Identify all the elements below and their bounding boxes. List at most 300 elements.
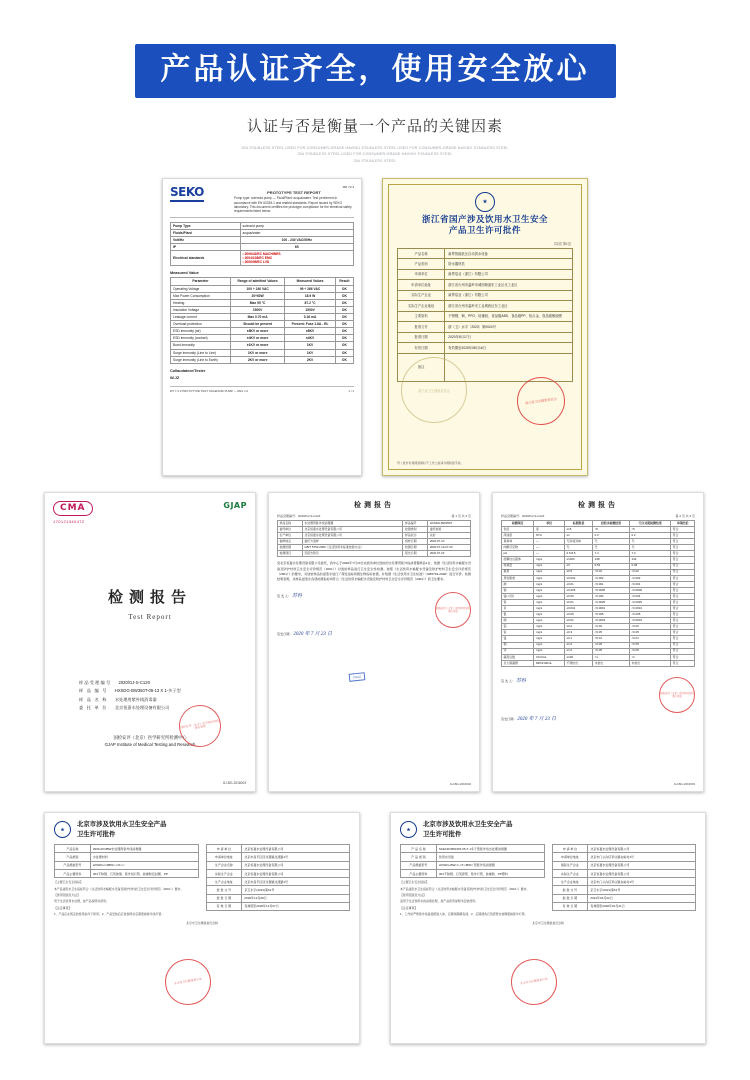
signer-block xyxy=(501,677,526,713)
cell-value: 北京恒嘉水处理设备有限公司 xyxy=(242,861,350,869)
beijing-product-table-2 xyxy=(400,844,545,878)
signer-value: 苏科 xyxy=(515,678,526,684)
cell: <0.005 xyxy=(593,612,630,618)
report-page-no: 第 2 页 共 2 页 xyxy=(675,514,695,518)
cell: 氨氮 xyxy=(502,569,534,575)
table-row xyxy=(171,306,354,313)
cell: <0.004 xyxy=(593,593,630,599)
date-block xyxy=(277,630,332,637)
cell: ±4KV xyxy=(285,335,335,342)
cell: Max Power Consumption xyxy=(171,292,231,299)
note-title-2: 【使用范围及方法】 xyxy=(54,892,81,897)
cell: OK xyxy=(335,342,353,349)
report-form-code: GJ-BG-2016002 xyxy=(449,782,471,786)
cell: 水处理用紫外线消毒器 xyxy=(302,521,403,527)
cma-mark: CMA xyxy=(53,501,93,516)
table-row xyxy=(398,301,573,311)
cell: Present: Fuse 1.6A - RL xyxy=(285,321,335,328)
cell-key: 生产企业地址 xyxy=(206,878,242,886)
cell: 1KV or more xyxy=(230,349,284,356)
cell: <0.01 xyxy=(593,636,630,642)
cell-value: 有效期至2026年04月21日 xyxy=(588,902,696,910)
title-line-1: 北京市涉及饮用水卫生安全产品 xyxy=(77,821,167,828)
cma-subtitle: Test Report xyxy=(128,613,172,621)
cell: ≤15 xyxy=(565,527,593,533)
report-title: 检测报告 xyxy=(578,502,618,509)
cell: 132 xyxy=(629,557,670,563)
seko-page-number: 1 / 1 xyxy=(348,388,354,393)
stamp-text: 北京市卫生健康委员会 xyxy=(519,976,548,986)
cell: 汞 xyxy=(502,606,534,612)
table-row xyxy=(398,280,573,290)
micro-text-line-2: 304 STAINLESS STEEL USED FOR CONSUMER-GRADE HAVING STAINLESS STEEL xyxy=(297,152,453,157)
cma-report-cover-card xyxy=(44,492,256,792)
cell: Burst immunity xyxy=(171,342,231,349)
cell-value: 北京市昌平区回龙观镇北清路1号 xyxy=(242,853,350,861)
cell: 87.2 °C xyxy=(285,299,335,306)
cell: 委托检验 xyxy=(428,527,471,533)
zhejiang-note: 带丨批件有效期到期时不工作之前请办理续展手续。 xyxy=(397,461,464,465)
cell: 0.3 xyxy=(593,533,630,539)
cell: 无 xyxy=(593,539,630,545)
standards-label: Electrical standards xyxy=(171,251,241,266)
note-title-2: 【使用范围及方法】 xyxy=(400,892,427,897)
table-row xyxy=(398,290,573,300)
cell: 检测类别 xyxy=(403,527,428,533)
cell: mg/L xyxy=(534,563,565,569)
cell-value: 不锈钢、铜、PPO、硅橡胶、食品级ABS、食品级PP、铝合金、食品级橡胶圈 xyxy=(445,311,573,321)
cell: Operating Voltage xyxy=(171,285,231,292)
table-row xyxy=(552,902,696,910)
cell-key: 产品主要原料 xyxy=(401,869,437,877)
field-value: HXSDG-BW350T-05-13 X 1-多子型 xyxy=(114,688,181,694)
cell: 99 ÷ 266 VAC xyxy=(285,285,335,292)
cell: ≤0.01 xyxy=(565,581,593,587)
note-body-2: 适用于生活饮用水的消毒处理，按产品使用说明书安装使用。 xyxy=(400,899,479,904)
cell: 2020.07.13-07.20 xyxy=(428,545,471,551)
cell: <0.0025 xyxy=(629,600,670,606)
cell-value: 浙江省台州市温岭市工业城西区东工业区 xyxy=(445,301,573,311)
cell: Overload protection xyxy=(171,321,231,328)
cell: OK xyxy=(335,321,353,328)
cell: 0.52 xyxy=(593,563,630,569)
cell: mg/L xyxy=(534,630,565,636)
cell: 样品编号 xyxy=(403,521,428,527)
table-row xyxy=(552,886,696,894)
cell-key: 申 请 单 位 xyxy=(206,845,242,853)
note-title-1: 【主要卫生安全指标】 xyxy=(400,880,429,885)
report-info-table xyxy=(277,520,471,557)
beijing-title-2 xyxy=(423,820,512,839)
cell: 菌落总数 xyxy=(502,654,534,660)
beijing-permit-1-card xyxy=(44,812,360,1044)
cell: 色度 xyxy=(502,527,534,533)
cell-value: 新界泵业（浙江）有限公司 xyxy=(445,290,573,300)
stamp-text: 北京市卫生健康委员会 xyxy=(173,976,202,986)
cell: 符合 xyxy=(671,630,695,636)
cell: <0.0025 xyxy=(593,600,630,606)
cell-value: 新界智能低压自动供水设备 xyxy=(445,248,573,258)
beijing-header-1 xyxy=(54,820,350,839)
report-form-code: GJ-BG-2016003 xyxy=(673,782,695,786)
cell: 7.4 xyxy=(593,551,630,557)
table-row xyxy=(552,853,696,861)
table-row xyxy=(171,349,354,356)
zhejiang-certificate-card xyxy=(382,178,588,476)
national-emblem-icon: ★ xyxy=(400,821,417,838)
cell: <0.02 xyxy=(593,569,630,575)
cell: 138 xyxy=(593,557,630,563)
table-row xyxy=(171,244,354,251)
cell-value: 饮用水设备 xyxy=(436,853,544,861)
beijing-right-col-2 xyxy=(552,844,697,916)
cell: ≤0.005 xyxy=(565,587,593,593)
beijing-right-col-1 xyxy=(206,844,351,916)
signer-label: 签 发 人： xyxy=(501,678,516,683)
col-range: Range of admitted Values xyxy=(230,278,284,285)
cell: <0.001 xyxy=(629,581,670,587)
cell: <5 xyxy=(629,527,670,533)
cell: OK xyxy=(335,285,353,292)
cell: ESD immunity (contact) xyxy=(171,335,231,342)
cell-value: 有效期至2025年12月07日 xyxy=(242,902,350,910)
cell-key: 生产企业地址 xyxy=(552,878,588,886)
beijing-left-col-2 xyxy=(400,844,545,916)
cell: 符合 xyxy=(671,539,695,545)
table-row xyxy=(398,248,573,258)
cell: 耗氧量 xyxy=(502,563,534,569)
cell-value: 北京市昌平区回龙观镇北清路1号 xyxy=(242,878,350,886)
cell: mg/L xyxy=(534,618,565,624)
cell: 18.9 W xyxy=(285,292,335,299)
cell: MPN/100mL xyxy=(534,660,565,666)
report-body-text: 受北京恒嘉水处理设备有限公司委托，我中心于2020年7月10日收到该单位送检的水处理用紫外线消毒器样品1台，依据《生活饮用水输配水设备及防护材料卫生安全评价规范（2001）》对送检样品进行卫生安全性检测。按照《生活饮用水输配水设备及防护材料卫生安全评价规范（2001）》的要求，对送检样品的浸泡水进行了理化指标和微生物指标检测，并依据《生活饮用水卫生标准》（GB5749-2006）进行评价。检测结果表明，该样品浸泡水各项检测指标均符合《生活饮用水输配水设备及防护材料卫生安全评价规范（2001）》的卫生要求。 xyxy=(277,561,471,582)
cell: 符合 xyxy=(671,545,695,551)
cell: 铁 xyxy=(502,630,534,636)
col-result: Result xyxy=(335,278,353,285)
cell: OK xyxy=(335,356,353,363)
cell: <0.002 xyxy=(593,575,630,581)
cell: <5 xyxy=(593,527,630,533)
cell-key: 产 品 类 别 xyxy=(401,853,437,861)
cell: 抽样地点 xyxy=(278,539,303,545)
cell: ±8KV xyxy=(285,328,335,335)
title-line-2: 卫生许可批件 xyxy=(77,830,116,838)
micro-text-line-1: 304 STAINLESS STEEL USED FOR CONSUMER-GRADE HAVING STAINLESS STEEL USED FOR CONSUMER-GRADE HAVING STAINLESS STEEL xyxy=(241,146,509,150)
table-row xyxy=(171,251,354,266)
cma-title: 检测报告 xyxy=(107,589,192,606)
cell-value: 2021年04月22日 xyxy=(588,894,696,902)
cell: 符合 xyxy=(671,618,695,624)
cell: 无 xyxy=(565,545,593,551)
col-limit: 标准限值 xyxy=(565,521,593,527)
table-row xyxy=(206,845,350,853)
cell: ≤1000 xyxy=(565,557,593,563)
col-conclusion: 单项结论 xyxy=(671,521,695,527)
cell-key: 批准日期 xyxy=(398,332,445,342)
cell: 1500V xyxy=(230,306,284,313)
table-row xyxy=(206,886,350,894)
cell: 检测项目 xyxy=(278,551,303,557)
table-row xyxy=(171,314,354,321)
table-row xyxy=(552,878,696,886)
report-accept-no: 样品受理编号：2020/GJ-S-C121 xyxy=(277,514,321,518)
cell: 肉眼可见物 xyxy=(502,545,534,551)
test-report-page-1-card xyxy=(268,492,480,792)
date-value: 2020 年 7 月 23 日 xyxy=(293,632,333,638)
report-signature-row xyxy=(277,592,471,628)
cell-key: 申请单位地址 xyxy=(552,853,588,861)
cell: 1KV xyxy=(285,349,335,356)
cell: ≤0.01 xyxy=(565,618,593,624)
cell-key: 产品名称 xyxy=(398,248,445,258)
cell: ≤0.01 xyxy=(565,600,593,606)
cell-value: 北京恒嘉水处理设备有限公司 xyxy=(588,845,696,853)
cell-key: 实际生产企业 xyxy=(206,869,242,877)
cell: mg/L xyxy=(534,587,565,593)
cell-key: 产品名称 xyxy=(55,845,91,853)
zhejiang-title-line-1: 浙江省国产涉及饮用水卫生安全 xyxy=(421,214,548,224)
cell: 0.48 xyxy=(629,563,670,569)
beijing-footer-1: 北京市卫生健康委员会制 xyxy=(186,921,218,926)
cell: 挥发酚类 xyxy=(502,575,534,581)
cell: ±4KV or more xyxy=(230,335,284,342)
cell: Insulation Voltage xyxy=(171,306,231,313)
spec-label-3: IP xyxy=(171,244,241,251)
cell: 样品名称 xyxy=(278,521,303,527)
gjap-logo: GJAP xyxy=(223,501,247,510)
col-soak-result: 浸泡水检测结果 xyxy=(593,521,630,527)
table-row xyxy=(552,845,696,853)
cell: mg/L xyxy=(534,648,565,654)
table-row xyxy=(552,861,696,869)
cell: 委托方送样 xyxy=(302,539,403,545)
note-body-3: 1、工作时严禁紫外线直接照射人体，应避免眼睛直视；2、定期清洗石英套管并按期更换紫外灯管。 xyxy=(400,911,528,916)
cell: 锰 xyxy=(502,636,534,642)
cell: 银 xyxy=(502,612,534,618)
beijing-permit-2-card xyxy=(390,812,706,1044)
table-row xyxy=(401,853,545,861)
cell-value: 北京市门头沟区军庄镇灰峪村1号 xyxy=(588,853,696,861)
cell-key: 产品类别 xyxy=(55,853,91,861)
cell: 铬(六价) xyxy=(502,593,534,599)
cell: mg/L xyxy=(534,557,565,563)
cell-key: 备注 xyxy=(398,353,445,381)
cell: — xyxy=(534,539,565,545)
cell: GB/T 5750-2006《生活饮用水标准检验方法》 xyxy=(302,545,403,551)
micro-text-line-3: 304 STAINLESS STEEL xyxy=(353,158,397,163)
note-title-3: 【注意事项】 xyxy=(400,905,418,910)
cell: 符合 xyxy=(671,600,695,606)
table-row xyxy=(171,236,354,243)
cell-value: 有效期至2025年08月16日 xyxy=(445,343,573,353)
seko-brand-block xyxy=(170,185,204,202)
cell: 0.16 mA xyxy=(285,314,335,321)
spec-value-3: 65 xyxy=(240,244,353,251)
cell: <0.0005 xyxy=(593,587,630,593)
field-key: 委 托 单 位 xyxy=(79,705,108,711)
report-date-row xyxy=(277,630,471,637)
cell: OK xyxy=(335,335,353,342)
table-row xyxy=(502,660,695,666)
cell: mg/L xyxy=(534,593,565,599)
cell: <0.01 xyxy=(629,636,670,642)
cell: 符合 xyxy=(671,527,695,533)
note-body-1: 本产品浸泡水卫生指标符合《生活饮用水输配水设备及防护材料的卫生安全评价规范（2001）》要求。 xyxy=(54,886,184,891)
cell: 未检出 xyxy=(629,660,670,666)
cma-mark-block xyxy=(53,501,93,524)
cma-number: 170121340472 xyxy=(53,519,85,524)
cell: CFU/mL xyxy=(534,654,565,660)
cell: ESD immunity (air) xyxy=(171,328,231,335)
cell: 度 xyxy=(534,527,565,533)
table-row xyxy=(398,259,573,269)
table-row xyxy=(398,311,573,321)
cell: <0.0005 xyxy=(629,587,670,593)
cell: 无异臭异味 xyxy=(565,539,593,545)
field-key: 样 品 编 号 xyxy=(79,688,108,694)
col-unit: 单位 xyxy=(534,521,565,527)
beijing-header-2 xyxy=(400,820,696,839)
cell: 符合 xyxy=(671,593,695,599)
cell: ≤0.3 xyxy=(565,630,593,636)
col-parameter: Parameter xyxy=(171,278,231,285)
table-row xyxy=(171,321,354,328)
table-header-row xyxy=(171,278,354,285)
cell: <0.05 xyxy=(593,648,630,654)
cell: <0.002 xyxy=(629,575,670,581)
cell: 到样日期 xyxy=(403,539,428,545)
cell: 符合 xyxy=(671,563,695,569)
cell-key: 批 准 文 号 xyxy=(552,886,588,894)
col-item: 检测项目 xyxy=(502,521,534,527)
cell: ≤1.0 xyxy=(565,642,593,648)
table-row xyxy=(206,878,350,886)
spec-value-1: acqua/water xyxy=(240,229,353,236)
cell: Surge immunity (Line to Earth) xyxy=(171,356,231,363)
note-title-1: 【主要卫生安全指标】 xyxy=(54,880,83,885)
cell: 6.5-8.5 xyxy=(565,551,593,557)
official-red-stamp xyxy=(514,374,568,428)
seko-measured-table xyxy=(170,277,354,363)
zhejiang-page-meta: 共2页 第1页 xyxy=(553,241,571,246)
cell: 报告日期 xyxy=(403,551,428,557)
beijing-body-1 xyxy=(54,844,350,916)
stamp-text: 国检安评（北京）医学研究所检测专用章 xyxy=(660,691,694,698)
cell-key: 产 品 名 称 xyxy=(401,845,437,853)
table-row xyxy=(171,292,354,299)
cell: 见报告附页 xyxy=(302,551,403,557)
cell: Surge immunity (Line to Line) xyxy=(171,349,231,356)
cell-value: 京卫水字(2021)第51号 xyxy=(588,886,696,894)
field-row xyxy=(79,696,247,704)
beijing-footer-2: 北京市卫生健康委员会制 xyxy=(532,921,564,926)
cell: <0.05 xyxy=(593,630,630,636)
table-row xyxy=(171,328,354,335)
report-accept-no: 样品受理编号：2020/GJ-S-C121 xyxy=(501,514,545,518)
table-row xyxy=(206,894,350,902)
cell: 符合 xyxy=(671,551,695,557)
cell-value: 北京恒嘉水处理设备有限公司 xyxy=(242,845,350,853)
table-row xyxy=(171,335,354,342)
field-row xyxy=(79,679,247,687)
cell: 生产单位 xyxy=(278,533,303,539)
report-page-no: 第 1 页 共 2 页 xyxy=(451,514,471,518)
title-line-1: 北京市涉及饮用水卫生安全产品 xyxy=(423,821,513,828)
hero-section xyxy=(0,0,750,164)
cell-value: 新界泵业（浙江）有限公司 xyxy=(445,269,573,279)
cell-value: 3000-2KOBW水处理用紫外线消毒器 xyxy=(90,845,198,853)
cell: 砷 xyxy=(502,581,534,587)
cell: 镉 xyxy=(502,587,534,593)
note-body-2: 用于生活饮用水处理，按产品说明书使用。 xyxy=(54,899,109,904)
cell: 浑浊度 xyxy=(502,533,534,539)
cell: 7.3 xyxy=(629,551,670,557)
cell: <1 xyxy=(629,654,670,660)
spec-value-2: 100 - 240 VAC/50Hz xyxy=(240,236,353,243)
standard-2: • 2006/95/EC LVD xyxy=(242,260,270,265)
cell: mg/L xyxy=(534,581,565,587)
test-report-page-2-card xyxy=(492,492,704,792)
cell: <0.05 xyxy=(629,648,670,654)
cell: 符合 xyxy=(671,569,695,575)
cell: 铜 xyxy=(502,642,534,648)
seko-logo-underline xyxy=(170,200,204,202)
date-block xyxy=(501,715,556,722)
cell: 硒 xyxy=(502,618,534,624)
beijing-title-1 xyxy=(77,820,166,839)
national-emblem-icon: ★ xyxy=(475,192,495,212)
cell: 符合 xyxy=(671,581,695,587)
cell-value: 北京市门头沟区军庄镇灰峪村1号 xyxy=(588,878,696,886)
page-subtitle: 认证与否是衡量一个产品的关键因素 xyxy=(246,118,503,135)
seko-header xyxy=(170,185,354,214)
cell: 符合 xyxy=(671,575,695,581)
standard-0: • 2006/42/EC MACHINES xyxy=(242,252,281,257)
cell-key: 申请单位地址 xyxy=(398,280,445,290)
cell: 符合 xyxy=(671,587,695,593)
note-title-3: 【注意事项】 xyxy=(54,905,72,910)
cell: 100 ÷ 240 VAC xyxy=(230,285,284,292)
org-line-cn: 国检安评（北京）医学研究所检测中心 xyxy=(113,734,187,740)
report-signature-row xyxy=(501,677,695,713)
cell: 符合 xyxy=(671,654,695,660)
cell: Max 95 °C xyxy=(230,299,284,306)
cell: 检测依据 xyxy=(278,545,303,551)
cell: ≤1.0 xyxy=(565,648,593,654)
field-key: 样品受理编号 xyxy=(79,680,112,685)
seko-doc-number: MD 72.3 xyxy=(342,185,354,189)
watermark-seal: 浙江省卫生健康委员会 xyxy=(401,357,467,423)
national-emblem-icon: ★ xyxy=(54,821,71,838)
cell: ≤3 xyxy=(565,563,593,569)
cell: 2020.07.23 xyxy=(428,551,471,557)
cell: <0.02 xyxy=(629,624,670,630)
col-measured: Measured Values xyxy=(285,278,335,285)
beijing-left-col-1 xyxy=(54,844,199,916)
cma-form-code: GJ-BG-2016003 xyxy=(222,781,246,785)
cell: mg/L xyxy=(534,636,565,642)
table-row xyxy=(552,894,696,902)
cell-key: 批 准 文 号 xyxy=(206,886,242,894)
spec-label-2: Volt/Hz xyxy=(171,236,241,243)
cell-key: 生产企业名称 xyxy=(206,861,242,869)
page-title: 产品认证齐全，使用安全放心 xyxy=(135,44,616,98)
table-row xyxy=(171,222,354,229)
cell: OK xyxy=(335,299,353,306)
cell: 符合 xyxy=(671,648,695,654)
cell: <0.0001 xyxy=(593,606,630,612)
